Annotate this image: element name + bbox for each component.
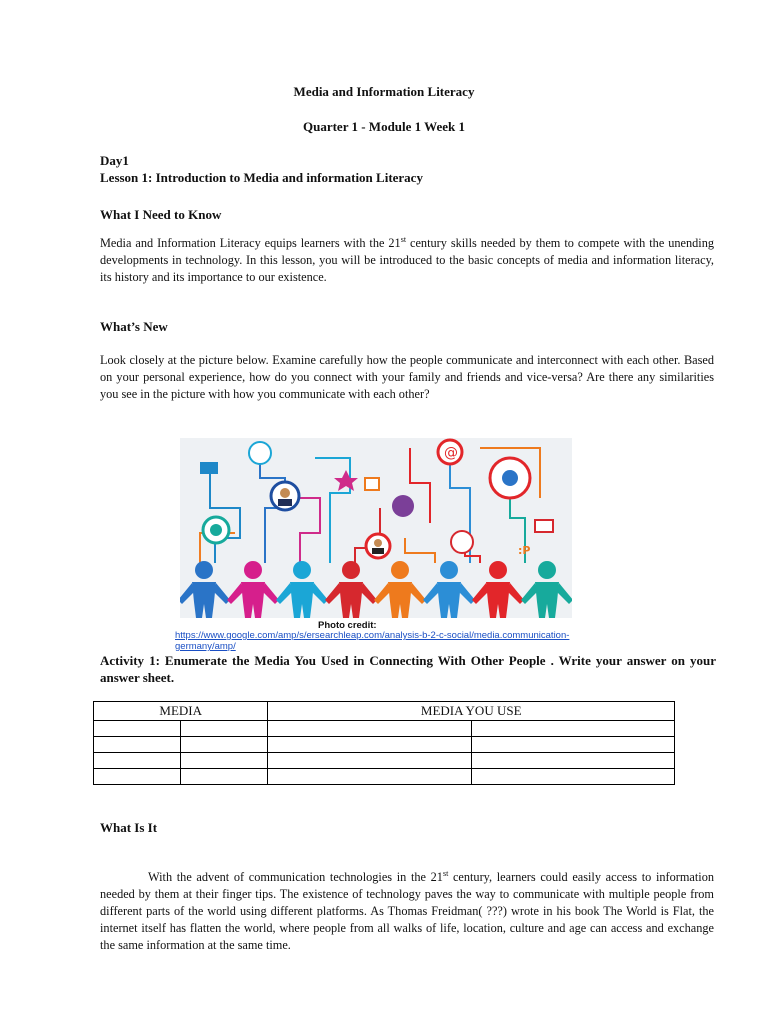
know-paragraph: [100, 235, 714, 286]
is-it-text-a: With the advent of communication technologies in the 21: [148, 870, 443, 884]
media-you-use-column-header: MEDIA YOU USE: [268, 702, 675, 721]
know-text-a: Media and Information Literacy equips learners with the 21: [100, 236, 401, 250]
answer-table: [93, 701, 675, 785]
day-label: Day1: [100, 153, 129, 168]
table-cell[interactable]: [471, 721, 674, 737]
table-cell[interactable]: [181, 721, 268, 737]
new-paragraph: Look closely at the picture below. Examine carefully how the people communicate and interconnect with each other. Based on your personal experience, how do you connect with your family and friends and vice-versa? Are there any similarities you see in the picture with how you communicate with each other?: [100, 353, 714, 401]
table-cell[interactable]: [268, 721, 471, 737]
table-cell[interactable]: [471, 737, 674, 753]
table-cell[interactable]: [181, 769, 268, 785]
table-row: [94, 769, 675, 785]
table-cell[interactable]: [94, 721, 181, 737]
photo-credit-label: Photo credit:: [318, 620, 377, 631]
what-is-it-paragraph: [100, 869, 714, 954]
document-title: Media and Information Literacy: [293, 84, 475, 99]
table-cell[interactable]: [94, 737, 181, 753]
document-subtitle: Quarter 1 - Module 1 Week 1: [302, 119, 465, 134]
is-it-text-b: century, learners could easily access to information needed by them at their finger tips. The existence of technology paves the way to communicate with multiple people from different parts of the world using different platforms. As Thomas Freidman( ???) wrote in his book The World is Flat, the internet itself has flatten the world, where people from all walks of life, location, culture and age can access and exchange the same information at the same time.: [100, 870, 715, 952]
table-row: [94, 737, 675, 753]
table-row: [94, 753, 675, 769]
table-row: [94, 721, 675, 737]
know-sup: st: [400, 234, 407, 244]
social-network-illustration: [180, 438, 572, 618]
is-it-sup: st: [442, 868, 449, 878]
lesson-title: Lesson 1: Introduction to Media and information Literacy: [100, 170, 423, 185]
know-text-b: century skills needed by them to compete with the unending developments in technology. In this lesson, you will be introduced to the basic concepts of media and information literacy, its history and its importance to our existence.: [100, 236, 714, 284]
new-heading: What’s New: [100, 319, 168, 334]
what-is-it-heading: What Is It: [100, 820, 158, 835]
activity-heading: Activity 1: Enumerate the Media You Used in Connecting With Other People . Write your answer on your answer sheet.: [100, 653, 716, 685]
know-heading: What I Need to Know: [100, 207, 222, 222]
table-cell[interactable]: [94, 769, 181, 785]
table-cell[interactable]: [94, 753, 181, 769]
svg-text::P: :P: [518, 544, 531, 557]
photo-credit-link[interactable]: https://www.google.com/amp/s/ersearchleap.com/analysis-b-2-c-social/media.communication-germany/amp/: [175, 630, 570, 652]
table-cell[interactable]: [268, 753, 471, 769]
media-column-header: MEDIA: [94, 702, 268, 721]
table-cell[interactable]: [181, 737, 268, 753]
table-cell[interactable]: [471, 769, 674, 785]
svg-text:@: @: [444, 445, 458, 461]
table-cell[interactable]: [268, 769, 471, 785]
table-cell[interactable]: [268, 737, 471, 753]
table-cell[interactable]: [471, 753, 674, 769]
table-cell[interactable]: [181, 753, 268, 769]
